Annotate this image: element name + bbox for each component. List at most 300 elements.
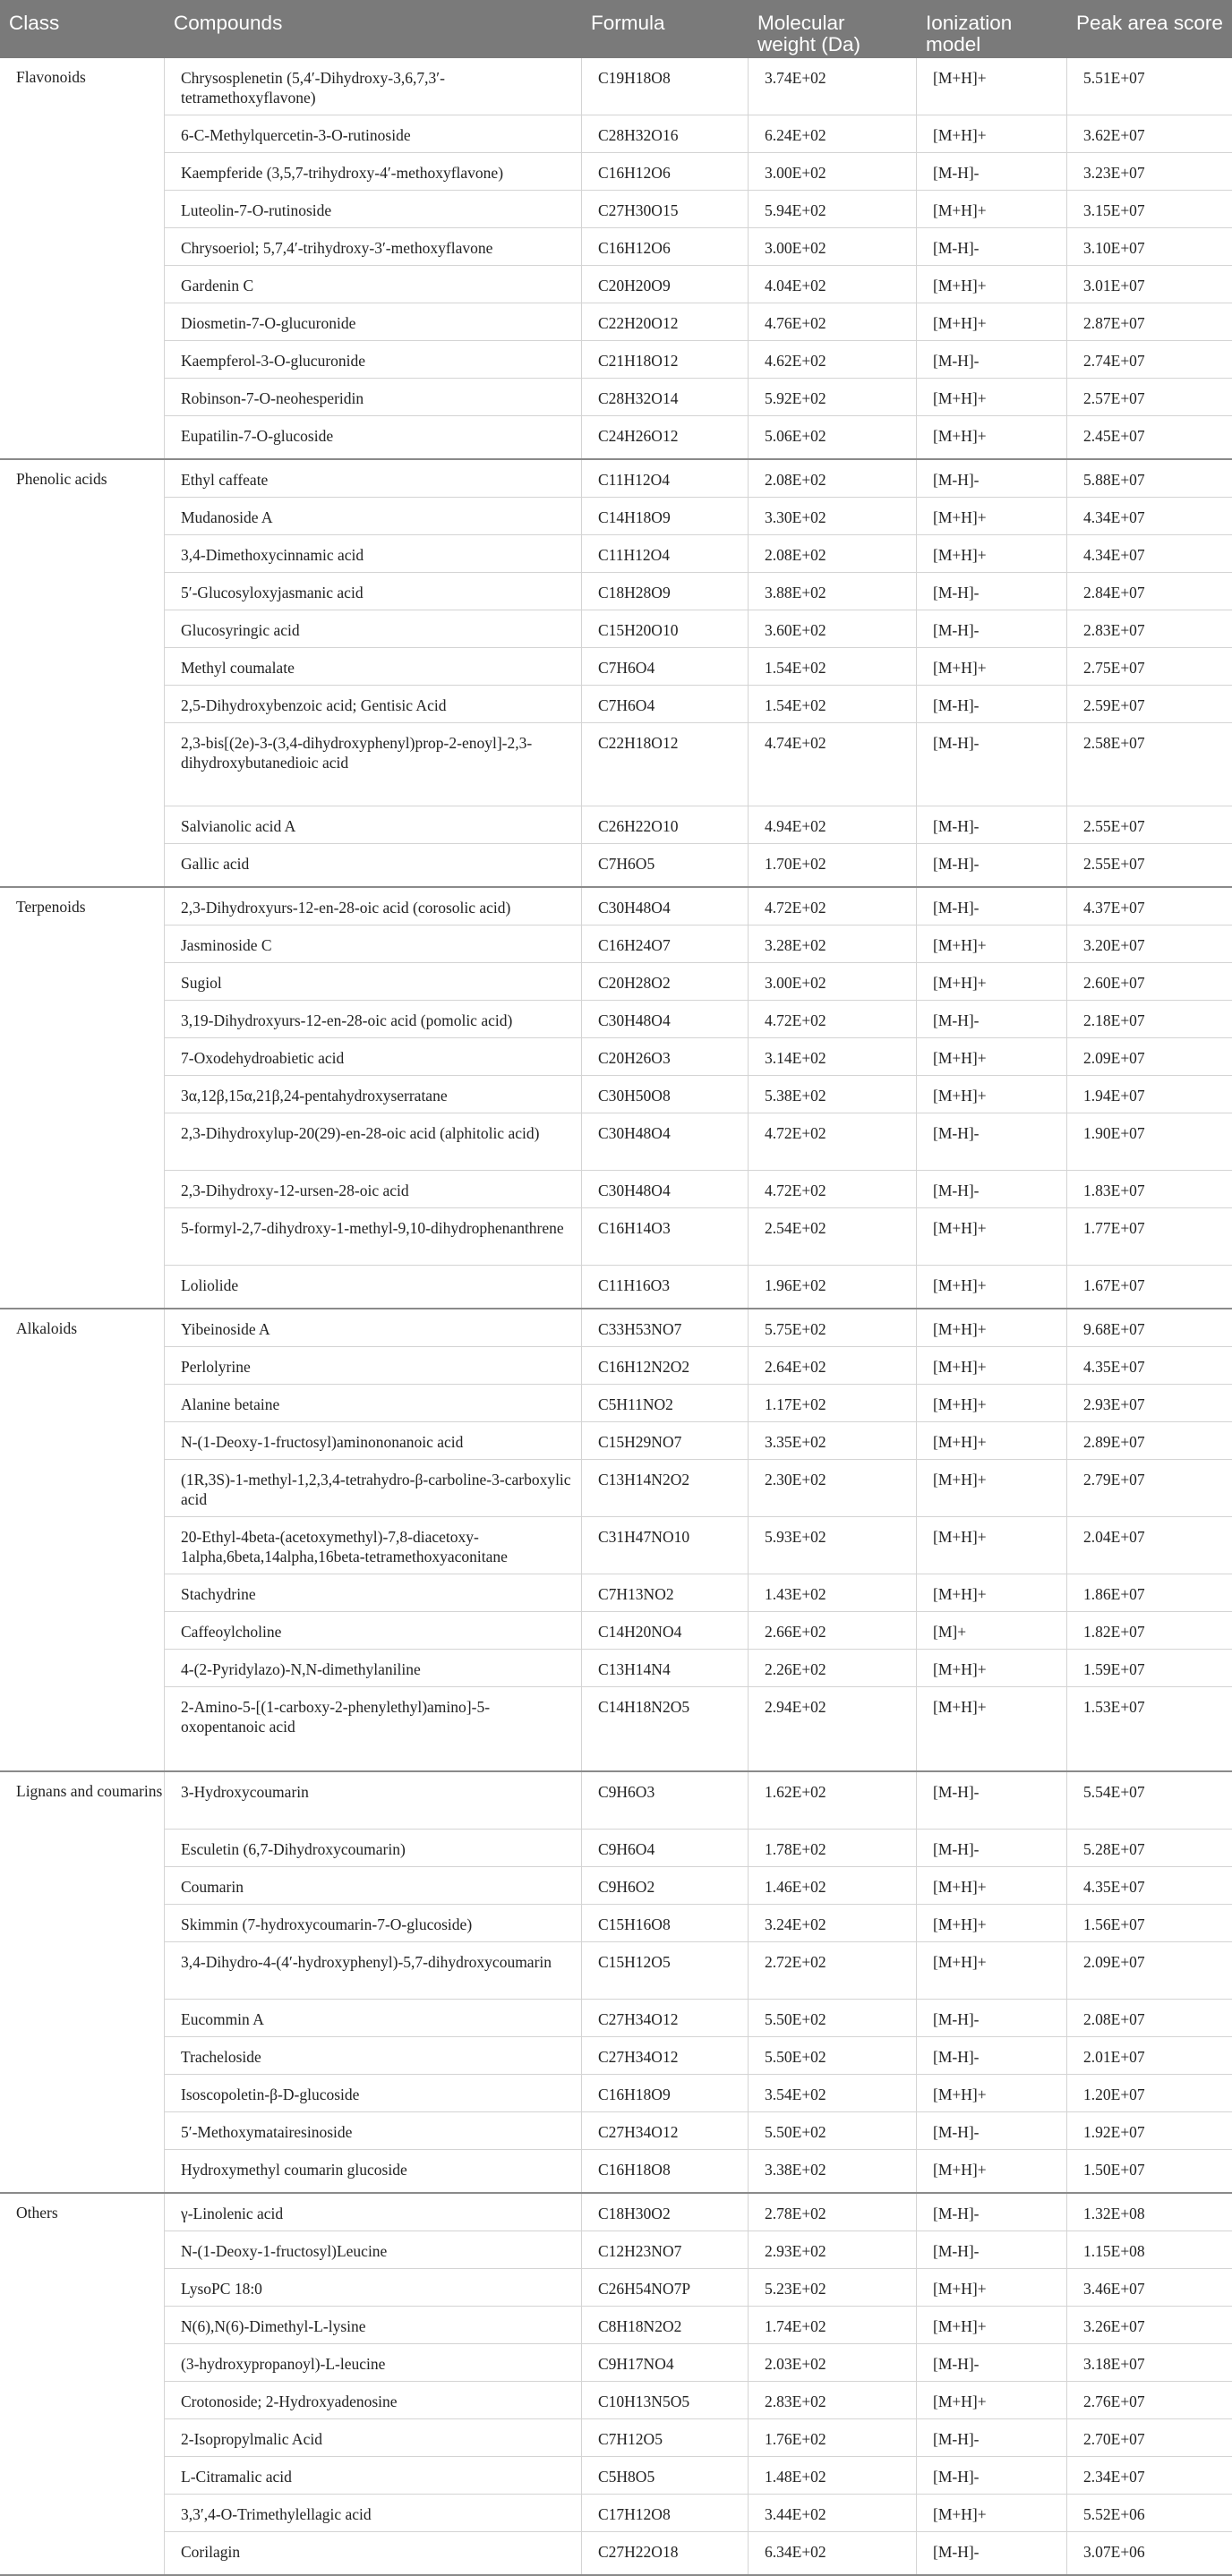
formula-cell: C17H12O8 xyxy=(582,2495,749,2531)
formula-cell: C28H32O14 xyxy=(582,379,749,415)
formula-cell: C30H48O4 xyxy=(582,888,749,925)
table-row xyxy=(165,1113,1232,1171)
molecular-weight-cell: 3.38E+02 xyxy=(749,2150,917,2192)
molecular-weight-cell: 1.54E+02 xyxy=(749,686,917,722)
table-row xyxy=(165,341,1232,379)
peak-area-score-cell: 2.70E+07 xyxy=(1083,2430,1145,2448)
ionization-model-cell: [M+H]+ xyxy=(917,2269,1067,2306)
formula-cell: C16H14O3 xyxy=(582,1208,749,1265)
formula-cell: C18H28O9 xyxy=(582,573,749,610)
class-label: Others xyxy=(0,2194,165,2574)
peak-area-score-cell: 2.84E+07 xyxy=(1083,584,1145,601)
molecular-weight-cell: 1.96E+02 xyxy=(749,1266,917,1308)
ionization-model-cell: [M-H]- xyxy=(917,2457,1067,2494)
ionization-model-cell: [M-H]- xyxy=(917,686,1067,722)
header-compounds: Compounds xyxy=(174,12,283,34)
peak-area-score-cell: 4.34E+07 xyxy=(1083,508,1145,526)
table-row xyxy=(165,2382,1232,2419)
ionization-model-cell: [M]+ xyxy=(917,1612,1067,1649)
molecular-weight-cell: 5.50E+02 xyxy=(749,2000,917,2036)
ionization-model-cell: [M+H]+ xyxy=(917,303,1067,340)
formula-cell: C28H32O16 xyxy=(582,115,749,152)
ionization-model-cell: [M+H]+ xyxy=(917,2382,1067,2418)
compound-cell: 5′-Methoxymatairesinoside xyxy=(165,2112,582,2149)
molecular-weight-cell: 2.54E+02 xyxy=(749,1208,917,1265)
compound-cell: 4-(2-Pyridylazo)-N,N-dimethylaniline xyxy=(165,1650,582,1686)
molecular-weight-cell: 3.24E+02 xyxy=(749,1905,917,1941)
formula-cell: C15H29NO7 xyxy=(582,1422,749,1459)
molecular-weight-cell: 5.06E+02 xyxy=(749,416,917,458)
ionization-model-cell: [M-H]- xyxy=(917,610,1067,647)
molecular-weight-cell: 2.72E+02 xyxy=(749,1942,917,1999)
formula-cell: C12H23NO7 xyxy=(582,2231,749,2268)
molecular-weight-cell: 1.78E+02 xyxy=(749,1830,917,1866)
formula-cell: C7H6O4 xyxy=(582,686,749,722)
compound-cell: Perlolyrine xyxy=(165,1347,582,1384)
ionization-model-cell: [M+H]+ xyxy=(917,2495,1067,2531)
compound-cell: Alanine betaine xyxy=(165,1385,582,1421)
molecular-weight-cell: 3.54E+02 xyxy=(749,2075,917,2111)
compound-cell: 3-Hydroxycoumarin xyxy=(165,1772,582,1829)
compound-cell: 2,5-Dihydroxybenzoic acid; Gentisic Acid xyxy=(165,686,582,722)
peak-area-score-cell: 2.57E+07 xyxy=(1083,389,1145,407)
molecular-weight-cell: 1.17E+02 xyxy=(749,1385,917,1421)
ionization-model-cell: [M+H]+ xyxy=(917,1574,1067,1611)
class-group xyxy=(0,2194,1232,2576)
formula-cell: C27H22O18 xyxy=(582,2532,749,2574)
ionization-model-cell: [M-H]- xyxy=(917,2231,1067,2268)
peak-area-score-cell: 2.18E+07 xyxy=(1083,1011,1145,1029)
table-body xyxy=(0,58,1232,2576)
peak-area-score-cell: 2.79E+07 xyxy=(1083,1471,1145,1488)
table-row xyxy=(165,648,1232,686)
table-row xyxy=(165,1612,1232,1650)
table-row xyxy=(165,686,1232,723)
compound-cell: Chrysoeriol; 5,7,4′-trihydroxy-3′-methoxyflavone xyxy=(165,228,582,265)
formula-cell: C20H20O9 xyxy=(582,266,749,303)
molecular-weight-cell: 5.93E+02 xyxy=(749,1517,917,1574)
class-label: Alkaloids xyxy=(0,1309,165,1770)
compound-cell: Ethyl caffeate xyxy=(165,460,582,497)
molecular-weight-cell: 5.23E+02 xyxy=(749,2269,917,2306)
molecular-weight-cell: 2.30E+02 xyxy=(749,1460,917,1516)
peak-area-score-cell: 2.60E+07 xyxy=(1083,974,1145,992)
compound-cell: N-(1-Deoxy-1-fructosyl)Leucine xyxy=(165,2231,582,2268)
ionization-model-cell: [M-H]- xyxy=(917,723,1067,806)
ionization-model-cell: [M+H]+ xyxy=(917,1867,1067,1904)
formula-cell: C9H17NO4 xyxy=(582,2344,749,2381)
compound-cell: Eupatilin-7-O-glucoside xyxy=(165,416,582,458)
ionization-model-cell: [M+H]+ xyxy=(917,1208,1067,1265)
compound-cell: Caffeoylcholine xyxy=(165,1612,582,1649)
compound-cell: 2,3-Dihydroxyurs-12-en-28-oic acid (corosolic acid) xyxy=(165,888,582,925)
formula-cell: C14H20NO4 xyxy=(582,1612,749,1649)
formula-cell: C14H18O9 xyxy=(582,498,749,534)
molecular-weight-cell: 3.28E+02 xyxy=(749,925,917,962)
formula-cell: C15H16O8 xyxy=(582,1905,749,1941)
ionization-model-cell: [M+H]+ xyxy=(917,2307,1067,2343)
class-group xyxy=(0,1772,1232,2194)
ionization-model-cell: [M+H]+ xyxy=(917,1905,1067,1941)
compound-cell: 2-Amino-5-[(1-carboxy-2-phenylethyl)amino]-5-oxopentanoic acid xyxy=(165,1687,582,1770)
peak-area-score-cell: 2.45E+07 xyxy=(1083,427,1145,445)
peak-area-score-cell: 2.08E+07 xyxy=(1083,2010,1145,2028)
ionization-model-cell: [M+H]+ xyxy=(917,1517,1067,1574)
molecular-weight-cell: 1.46E+02 xyxy=(749,1867,917,1904)
peak-area-score-cell: 3.20E+07 xyxy=(1083,936,1145,954)
formula-cell: C9H6O4 xyxy=(582,1830,749,1866)
compound-cell: 3,4-Dimethoxycinnamic acid xyxy=(165,535,582,572)
ionization-model-cell: [M+H]+ xyxy=(917,416,1067,458)
table-row xyxy=(165,2037,1232,2075)
molecular-weight-cell: 5.50E+02 xyxy=(749,2112,917,2149)
ionization-model-cell: [M-H]- xyxy=(917,2194,1067,2231)
ionization-model-cell: [M+H]+ xyxy=(917,1650,1067,1686)
compound-cell: Sugiol xyxy=(165,963,582,1000)
compound-cell: Methyl coumalate xyxy=(165,648,582,685)
ionization-model-cell: [M-H]- xyxy=(917,573,1067,610)
peak-area-score-cell: 3.01E+07 xyxy=(1083,277,1145,294)
compound-cell: 2-Isopropylmalic Acid xyxy=(165,2419,582,2456)
compound-cell: γ-Linolenic acid xyxy=(165,2194,582,2231)
molecular-weight-cell: 1.70E+02 xyxy=(749,844,917,886)
formula-cell: C7H12O5 xyxy=(582,2419,749,2456)
formula-cell: C27H34O12 xyxy=(582,2112,749,2149)
table-row xyxy=(165,2307,1232,2344)
ionization-model-cell: [M+H]+ xyxy=(917,379,1067,415)
compound-cell: 2,3-Dihydroxylup-20(29)-en-28-oic acid (alphitolic acid) xyxy=(165,1113,582,1170)
table-row xyxy=(165,228,1232,266)
peak-area-score-cell: 1.83E+07 xyxy=(1083,1181,1145,1199)
ionization-model-cell: [M-H]- xyxy=(917,1830,1067,1866)
class-label: Terpenoids xyxy=(0,888,165,1308)
peak-area-score-cell: 2.59E+07 xyxy=(1083,696,1145,714)
formula-cell: C13H14N2O2 xyxy=(582,1460,749,1516)
compound-cell: Chrysosplenetin (5,4′-Dihydroxy-3,6,7,3′-tetramethoxyflavone) xyxy=(165,58,582,115)
header-molecular-weight: Molecular weight (Da) xyxy=(757,12,861,55)
formula-cell: C11H12O4 xyxy=(582,460,749,497)
compound-cell: 3,4-Dihydro-4-(4′-hydroxyphenyl)-5,7-dihydroxycoumarin xyxy=(165,1942,582,1999)
molecular-weight-cell: 2.26E+02 xyxy=(749,1650,917,1686)
compound-cell: Yibeinoside A xyxy=(165,1309,582,1346)
formula-cell: C15H12O5 xyxy=(582,1942,749,1999)
compound-cell: L-Citramalic acid xyxy=(165,2457,582,2494)
ionization-model-cell: [M+H]+ xyxy=(917,1460,1067,1516)
table-row xyxy=(165,1460,1232,1517)
molecular-weight-cell: 3.88E+02 xyxy=(749,573,917,610)
molecular-weight-cell: 3.60E+02 xyxy=(749,610,917,647)
compound-cell: Hydroxymethyl coumarin glucoside xyxy=(165,2150,582,2192)
molecular-weight-cell: 3.14E+02 xyxy=(749,1038,917,1075)
formula-cell: C15H20O10 xyxy=(582,610,749,647)
table-row xyxy=(165,416,1232,458)
compound-cell: Coumarin xyxy=(165,1867,582,1904)
molecular-weight-cell: 2.83E+02 xyxy=(749,2382,917,2418)
table-row xyxy=(165,1422,1232,1460)
formula-cell: C16H12N2O2 xyxy=(582,1347,749,1384)
compound-cell: 2,3-bis[(2e)-3-(3,4-dihydroxyphenyl)prop-2-enoyl]-2,3-dihydroxybutanedioic acid xyxy=(165,723,582,806)
peak-area-score-cell: 2.74E+07 xyxy=(1083,352,1145,370)
table-row xyxy=(165,723,1232,806)
compound-cell: LysoPC 18:0 xyxy=(165,2269,582,2306)
peak-area-score-cell: 2.93E+07 xyxy=(1083,1395,1145,1413)
formula-cell: C27H34O12 xyxy=(582,2000,749,2036)
formula-cell: C16H24O7 xyxy=(582,925,749,962)
table-row xyxy=(165,1687,1232,1770)
compound-cell: N-(1-Deoxy-1-fructosyl)aminononanoic acid xyxy=(165,1422,582,1459)
formula-cell: C26H54NO7P xyxy=(582,2269,749,2306)
peak-area-score-cell: 1.92E+07 xyxy=(1083,2123,1145,2141)
peak-area-score-cell: 2.09E+07 xyxy=(1083,1049,1145,1067)
table-header xyxy=(0,0,1232,58)
molecular-weight-cell: 4.94E+02 xyxy=(749,806,917,843)
class-group xyxy=(0,460,1232,888)
molecular-weight-cell: 4.72E+02 xyxy=(749,888,917,925)
molecular-weight-cell: 2.08E+02 xyxy=(749,460,917,497)
peak-area-score-cell: 5.52E+06 xyxy=(1083,2505,1145,2523)
ionization-model-cell: [M-H]- xyxy=(917,1113,1067,1170)
table-row xyxy=(165,498,1232,535)
formula-cell: C30H48O4 xyxy=(582,1113,749,1170)
ionization-model-cell: [M-H]- xyxy=(917,460,1067,497)
formula-cell: C33H53NO7 xyxy=(582,1309,749,1346)
table-row xyxy=(165,58,1232,115)
peak-area-score-cell: 1.77E+07 xyxy=(1083,1219,1145,1237)
molecular-weight-cell: 1.76E+02 xyxy=(749,2419,917,2456)
peak-area-score-cell: 3.62E+07 xyxy=(1083,126,1145,144)
molecular-weight-cell: 3.74E+02 xyxy=(749,58,917,115)
compound-cell: Gallic acid xyxy=(165,844,582,886)
compound-cell: 2,3-Dihydroxy-12-ursen-28-oic acid xyxy=(165,1171,582,1207)
table-row xyxy=(165,1038,1232,1076)
header-peak-area-score: Peak area score xyxy=(1076,12,1223,34)
peak-area-score-cell: 1.59E+07 xyxy=(1083,1660,1145,1678)
peak-area-score-cell: 2.87E+07 xyxy=(1083,314,1145,332)
molecular-weight-cell: 5.38E+02 xyxy=(749,1076,917,1113)
molecular-weight-cell: 4.62E+02 xyxy=(749,341,917,378)
molecular-weight-cell: 1.74E+02 xyxy=(749,2307,917,2343)
compound-cell: N(6),N(6)-Dimethyl-L-lysine xyxy=(165,2307,582,2343)
molecular-weight-cell: 1.62E+02 xyxy=(749,1772,917,1829)
molecular-weight-cell: 3.30E+02 xyxy=(749,498,917,534)
molecular-weight-cell: 3.00E+02 xyxy=(749,153,917,190)
ionization-model-cell: [M+H]+ xyxy=(917,191,1067,227)
table-row xyxy=(165,2150,1232,2192)
peak-area-score-cell: 2.01E+07 xyxy=(1083,2048,1145,2066)
table-row xyxy=(165,153,1232,191)
table-row xyxy=(165,1574,1232,1612)
compound-cell: Stachydrine xyxy=(165,1574,582,1611)
formula-cell: C16H12O6 xyxy=(582,228,749,265)
ionization-model-cell: [M-H]- xyxy=(917,2000,1067,2036)
ionization-model-cell: [M-H]- xyxy=(917,2532,1067,2574)
formula-cell: C14H18N2O5 xyxy=(582,1687,749,1770)
peak-area-score-cell: 5.88E+07 xyxy=(1083,471,1145,489)
ionization-model-cell: [M-H]- xyxy=(917,1772,1067,1829)
formula-cell: C16H12O6 xyxy=(582,153,749,190)
formula-cell: C8H18N2O2 xyxy=(582,2307,749,2343)
peak-area-score-cell: 3.07E+06 xyxy=(1083,2543,1145,2561)
peak-area-score-cell: 5.28E+07 xyxy=(1083,1840,1145,1858)
compound-cell: 3,3′,4-O-Trimethylellagic acid xyxy=(165,2495,582,2531)
header-formula: Formula xyxy=(591,12,665,34)
peak-area-score-cell: 1.67E+07 xyxy=(1083,1276,1145,1294)
compound-cell: 6-C-Methylquercetin-3-O-rutinoside xyxy=(165,115,582,152)
table-row xyxy=(165,1309,1232,1347)
peak-area-score-cell: 1.53E+07 xyxy=(1083,1698,1145,1716)
table-row xyxy=(165,1385,1232,1422)
compound-cell: (3-hydroxypropanoyl)-L-leucine xyxy=(165,2344,582,2381)
peak-area-score-cell: 2.89E+07 xyxy=(1083,1433,1145,1451)
peak-area-score-cell: 3.26E+07 xyxy=(1083,2317,1145,2335)
formula-cell: C11H16O3 xyxy=(582,1266,749,1308)
ionization-model-cell: [M-H]- xyxy=(917,806,1067,843)
molecular-weight-cell: 4.72E+02 xyxy=(749,1113,917,1170)
molecular-weight-cell: 3.00E+02 xyxy=(749,228,917,265)
compound-cell: Eucommin A xyxy=(165,2000,582,2036)
peak-area-score-cell: 2.83E+07 xyxy=(1083,621,1145,639)
table-row xyxy=(165,1001,1232,1038)
formula-cell: C22H20O12 xyxy=(582,303,749,340)
ionization-model-cell: [M-H]- xyxy=(917,2419,1067,2456)
formula-cell: C20H28O2 xyxy=(582,963,749,1000)
peak-area-score-cell: 3.18E+07 xyxy=(1083,2355,1145,2373)
ionization-model-cell: [M+H]+ xyxy=(917,648,1067,685)
peak-area-score-cell: 4.34E+07 xyxy=(1083,546,1145,564)
formula-cell: C27H34O12 xyxy=(582,2037,749,2074)
formula-cell: C5H8O5 xyxy=(582,2457,749,2494)
ionization-model-cell: [M+H]+ xyxy=(917,58,1067,115)
compound-cell: 5-formyl-2,7-dihydroxy-1-methyl-9,10-dihydrophenanthrene xyxy=(165,1208,582,1265)
ionization-model-cell: [M+H]+ xyxy=(917,963,1067,1000)
formula-cell: C9H6O2 xyxy=(582,1867,749,1904)
table-row xyxy=(165,1171,1232,1208)
molecular-weight-cell: 2.94E+02 xyxy=(749,1687,917,1770)
peak-area-score-cell: 3.10E+07 xyxy=(1083,239,1145,257)
compound-cell: Esculetin (6,7-Dihydroxycoumarin) xyxy=(165,1830,582,1866)
ionization-model-cell: [M+H]+ xyxy=(917,1422,1067,1459)
ionization-model-cell: [M+H]+ xyxy=(917,925,1067,962)
molecular-weight-cell: 4.04E+02 xyxy=(749,266,917,303)
ionization-model-cell: [M-H]- xyxy=(917,2037,1067,2074)
peak-area-score-cell: 2.55E+07 xyxy=(1083,855,1145,873)
ionization-model-cell: [M+H]+ xyxy=(917,1942,1067,1999)
formula-cell: C9H6O3 xyxy=(582,1772,749,1829)
ionization-model-cell: [M+H]+ xyxy=(917,1385,1067,1421)
table-row xyxy=(165,1867,1232,1905)
peak-area-score-cell: 3.23E+07 xyxy=(1083,164,1145,182)
compound-cell: Robinson-7-O-neohesperidin xyxy=(165,379,582,415)
table-row xyxy=(165,2532,1232,2574)
molecular-weight-cell: 5.92E+02 xyxy=(749,379,917,415)
table-row xyxy=(165,888,1232,925)
ionization-model-cell: [M+H]+ xyxy=(917,1266,1067,1308)
molecular-weight-cell: 1.43E+02 xyxy=(749,1574,917,1611)
table-row xyxy=(165,1517,1232,1574)
header-ionization-model: Ionization model xyxy=(926,12,1013,55)
ionization-model-cell: [M+H]+ xyxy=(917,2075,1067,2111)
compound-cell: Glucosyringic acid xyxy=(165,610,582,647)
peak-area-score-cell: 1.86E+07 xyxy=(1083,1585,1145,1603)
table-row xyxy=(165,1830,1232,1867)
peak-area-score-cell: 1.90E+07 xyxy=(1083,1124,1145,1142)
compound-cell: Loliolide xyxy=(165,1266,582,1308)
ionization-model-cell: [M-H]- xyxy=(917,888,1067,925)
molecular-weight-cell: 5.75E+02 xyxy=(749,1309,917,1346)
class-label: Phenolic acids xyxy=(0,460,165,886)
compound-cell: 5′-Glucosyloxyjasmanic acid xyxy=(165,573,582,610)
ionization-model-cell: [M+H]+ xyxy=(917,1347,1067,1384)
molecular-weight-cell: 1.48E+02 xyxy=(749,2457,917,2494)
table-row xyxy=(165,379,1232,416)
peak-area-score-cell: 4.37E+07 xyxy=(1083,899,1145,917)
ionization-model-cell: [M+H]+ xyxy=(917,535,1067,572)
molecular-weight-cell: 6.34E+02 xyxy=(749,2532,917,2574)
peak-area-score-cell: 2.58E+07 xyxy=(1083,734,1145,752)
ionization-model-cell: [M+H]+ xyxy=(917,498,1067,534)
peak-area-score-cell: 4.35E+07 xyxy=(1083,1878,1145,1896)
table-row xyxy=(165,2000,1232,2037)
peak-area-score-cell: 9.68E+07 xyxy=(1083,1320,1145,1338)
table-row xyxy=(165,1942,1232,2000)
table-row xyxy=(165,460,1232,498)
formula-cell: C20H26O3 xyxy=(582,1038,749,1075)
ionization-model-cell: [M-H]- xyxy=(917,1001,1067,1037)
table-row xyxy=(165,573,1232,610)
compound-cell: Luteolin-7-O-rutinoside xyxy=(165,191,582,227)
compound-cell: 3α,12β,15α,21β,24-pentahydroxyserratane xyxy=(165,1076,582,1113)
compound-cell: (1R,3S)-1-methyl-1,2,3,4-tetrahydro-β-carboline-3-carboxylic acid xyxy=(165,1460,582,1516)
table-row xyxy=(165,1266,1232,1308)
peak-area-score-cell: 1.94E+07 xyxy=(1083,1087,1145,1105)
formula-cell: C21H18O12 xyxy=(582,341,749,378)
molecular-weight-cell: 3.35E+02 xyxy=(749,1422,917,1459)
ionization-model-cell: [M+H]+ xyxy=(917,266,1067,303)
table-row xyxy=(165,303,1232,341)
compound-cell: Corilagin xyxy=(165,2532,582,2574)
molecular-weight-cell: 5.50E+02 xyxy=(749,2037,917,2074)
peak-area-score-cell: 5.54E+07 xyxy=(1083,1783,1145,1801)
compound-cell: Isoscopoletin-β-D-glucoside xyxy=(165,2075,582,2111)
formula-cell: C19H18O8 xyxy=(582,58,749,115)
formula-cell: C5H11NO2 xyxy=(582,1385,749,1421)
peak-area-score-cell: 1.82E+07 xyxy=(1083,1623,1145,1641)
compound-cell: 7-Oxodehydroabietic acid xyxy=(165,1038,582,1075)
class-group xyxy=(0,888,1232,1309)
compound-cell: Jasminoside C xyxy=(165,925,582,962)
table-row xyxy=(165,1076,1232,1113)
table-row xyxy=(165,610,1232,648)
compound-cell: 3,19-Dihydroxyurs-12-en-28-oic acid (pomolic acid) xyxy=(165,1001,582,1037)
peak-area-score-cell: 2.55E+07 xyxy=(1083,817,1145,835)
compound-cell: Crotonoside; 2-Hydroxyadenosine xyxy=(165,2382,582,2418)
peak-area-score-cell: 2.76E+07 xyxy=(1083,2393,1145,2410)
class-label: Flavonoids xyxy=(0,58,165,458)
peak-area-score-cell: 1.15E+08 xyxy=(1083,2242,1145,2260)
ionization-model-cell: [M-H]- xyxy=(917,2344,1067,2381)
header-class: Class xyxy=(9,12,60,34)
ionization-model-cell: [M-H]- xyxy=(917,2112,1067,2149)
molecular-weight-cell: 1.54E+02 xyxy=(749,648,917,685)
formula-cell: C7H6O5 xyxy=(582,844,749,886)
peak-area-score-cell: 2.75E+07 xyxy=(1083,659,1145,677)
compound-cell: Mudanoside A xyxy=(165,498,582,534)
molecular-weight-cell: 2.93E+02 xyxy=(749,2231,917,2268)
peak-area-score-cell: 1.56E+07 xyxy=(1083,1915,1145,1933)
table-row xyxy=(165,1208,1232,1266)
table-row xyxy=(165,115,1232,153)
ionization-model-cell: [M+H]+ xyxy=(917,1309,1067,1346)
